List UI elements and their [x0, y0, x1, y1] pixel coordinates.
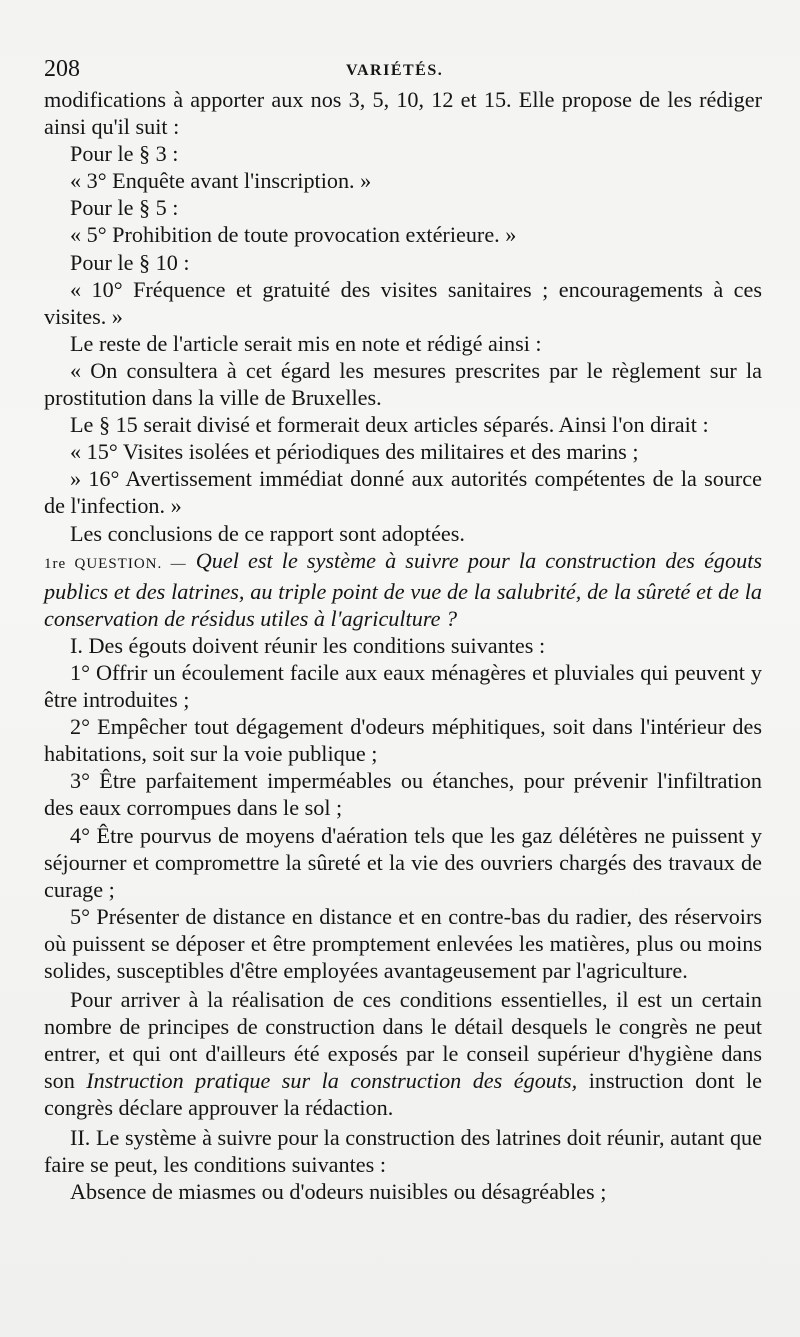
page-number: 208	[44, 56, 80, 82]
paragraph: « 10° Fréquence et gratuité des visites sanitaires ; encouragements à ces visites. »	[44, 276, 762, 329]
paragraph: Le § 15 serait divisé et formerait deux articles séparés. Ainsi l'on dirait :	[70, 412, 709, 438]
paragraph: « 3° Enquête avant l'inscription. »	[70, 168, 372, 194]
paragraph: Pour le § 3 :	[70, 141, 179, 167]
body-text	[44, 86, 762, 1205]
paragraph: 5° Présenter de distance en distance et en contre-bas du radier, des réservoirs où puissent se déposer et être promptement enlevées les matières, plus ou moins solides, susceptibles d'être employées avantageusement par l'agriculture.	[44, 903, 762, 983]
paragraph: 1° Offrir un écoulement facile aux eaux ménagères et pluviales qui peuvent y être introduites ;	[44, 659, 762, 713]
paragraph: Les conclusions de ce rapport sont adoptées.	[70, 520, 465, 546]
paragraph: modifications à apporter aux nos 3, 5, 10, 12 et 15. Elle propose de les rédiger ainsi qu'il suit :	[44, 87, 762, 140]
instruction-title: Instruction pratique sur la construction des égouts,	[86, 1068, 578, 1094]
paragraph: II. Le système à suivre pour la construction des latrines doit réunir, autant que faire se peut, les conditions suivantes :	[44, 1124, 762, 1177]
paragraph-text: Pour arriver à la réalisation de ces conditions essentielles, il est un certain nombre de principes de construction dans le détail desquels le congrès ne peut entrer, et qui ont d'ailleurs été exposés par le conseil supérieur d'hygiène dans son	[44, 987, 762, 1094]
paragraph: 3° Être parfaitement imperméables ou étanches, pour prévenir l'infiltration des eaux corrompues dans le sol ;	[44, 768, 762, 821]
running-title: VARIÉTÉS.	[346, 62, 444, 79]
paragraph-text: instruction dont le congrès déclare approuver la rédaction.	[44, 1068, 762, 1121]
paragraph: « 15° Visites isolées et périodiques des militaires et des marins ;	[70, 439, 639, 465]
question-label: 1re QUESTION. —	[44, 555, 187, 572]
paragraph: Le reste de l'article serait mis en note et rédigé ainsi :	[70, 330, 542, 356]
paragraph: I. Des égouts doivent réunir les conditions suivantes :	[70, 632, 546, 658]
question-paragraph	[44, 547, 762, 632]
paragraph: « On consultera à cet égard les mesures prescrites par le règlement sur la prostitution dans la ville de Bruxelles.	[44, 357, 762, 411]
page-header	[44, 46, 762, 86]
paragraph: » 16° Avertissement immédiat donné aux autorités compétentes de la source de l'infection. »	[44, 466, 762, 519]
paragraph: 2° Empêcher tout dégagement d'odeurs méphitiques, soit dans l'intérieur des habitations, soit sur la voie publique ;	[44, 714, 762, 767]
paragraph: Pour le § 10 :	[70, 249, 190, 275]
paragraph: Absence de miasmes ou d'odeurs nuisibles ou désagréables ;	[70, 1178, 607, 1204]
question-text: Quel est le système à suivre pour la construction des égouts publics et des latrines, au triple point de vue de la salubrité, de la sûreté et de la conservation de résidus utiles à l'agriculture ?	[44, 547, 763, 631]
paragraph: 4° Être pourvus de moyens d'aération tels que les gaz délétères ne puissent y séjourner et compromettre la sûreté et la vie des ouvriers chargés des travaux de curage ;	[44, 822, 762, 902]
paragraph: « 5° Prohibition de toute provocation extérieure. »	[70, 222, 517, 248]
paragraph: Pour le § 5 :	[70, 195, 179, 221]
paragraph	[44, 986, 762, 1121]
